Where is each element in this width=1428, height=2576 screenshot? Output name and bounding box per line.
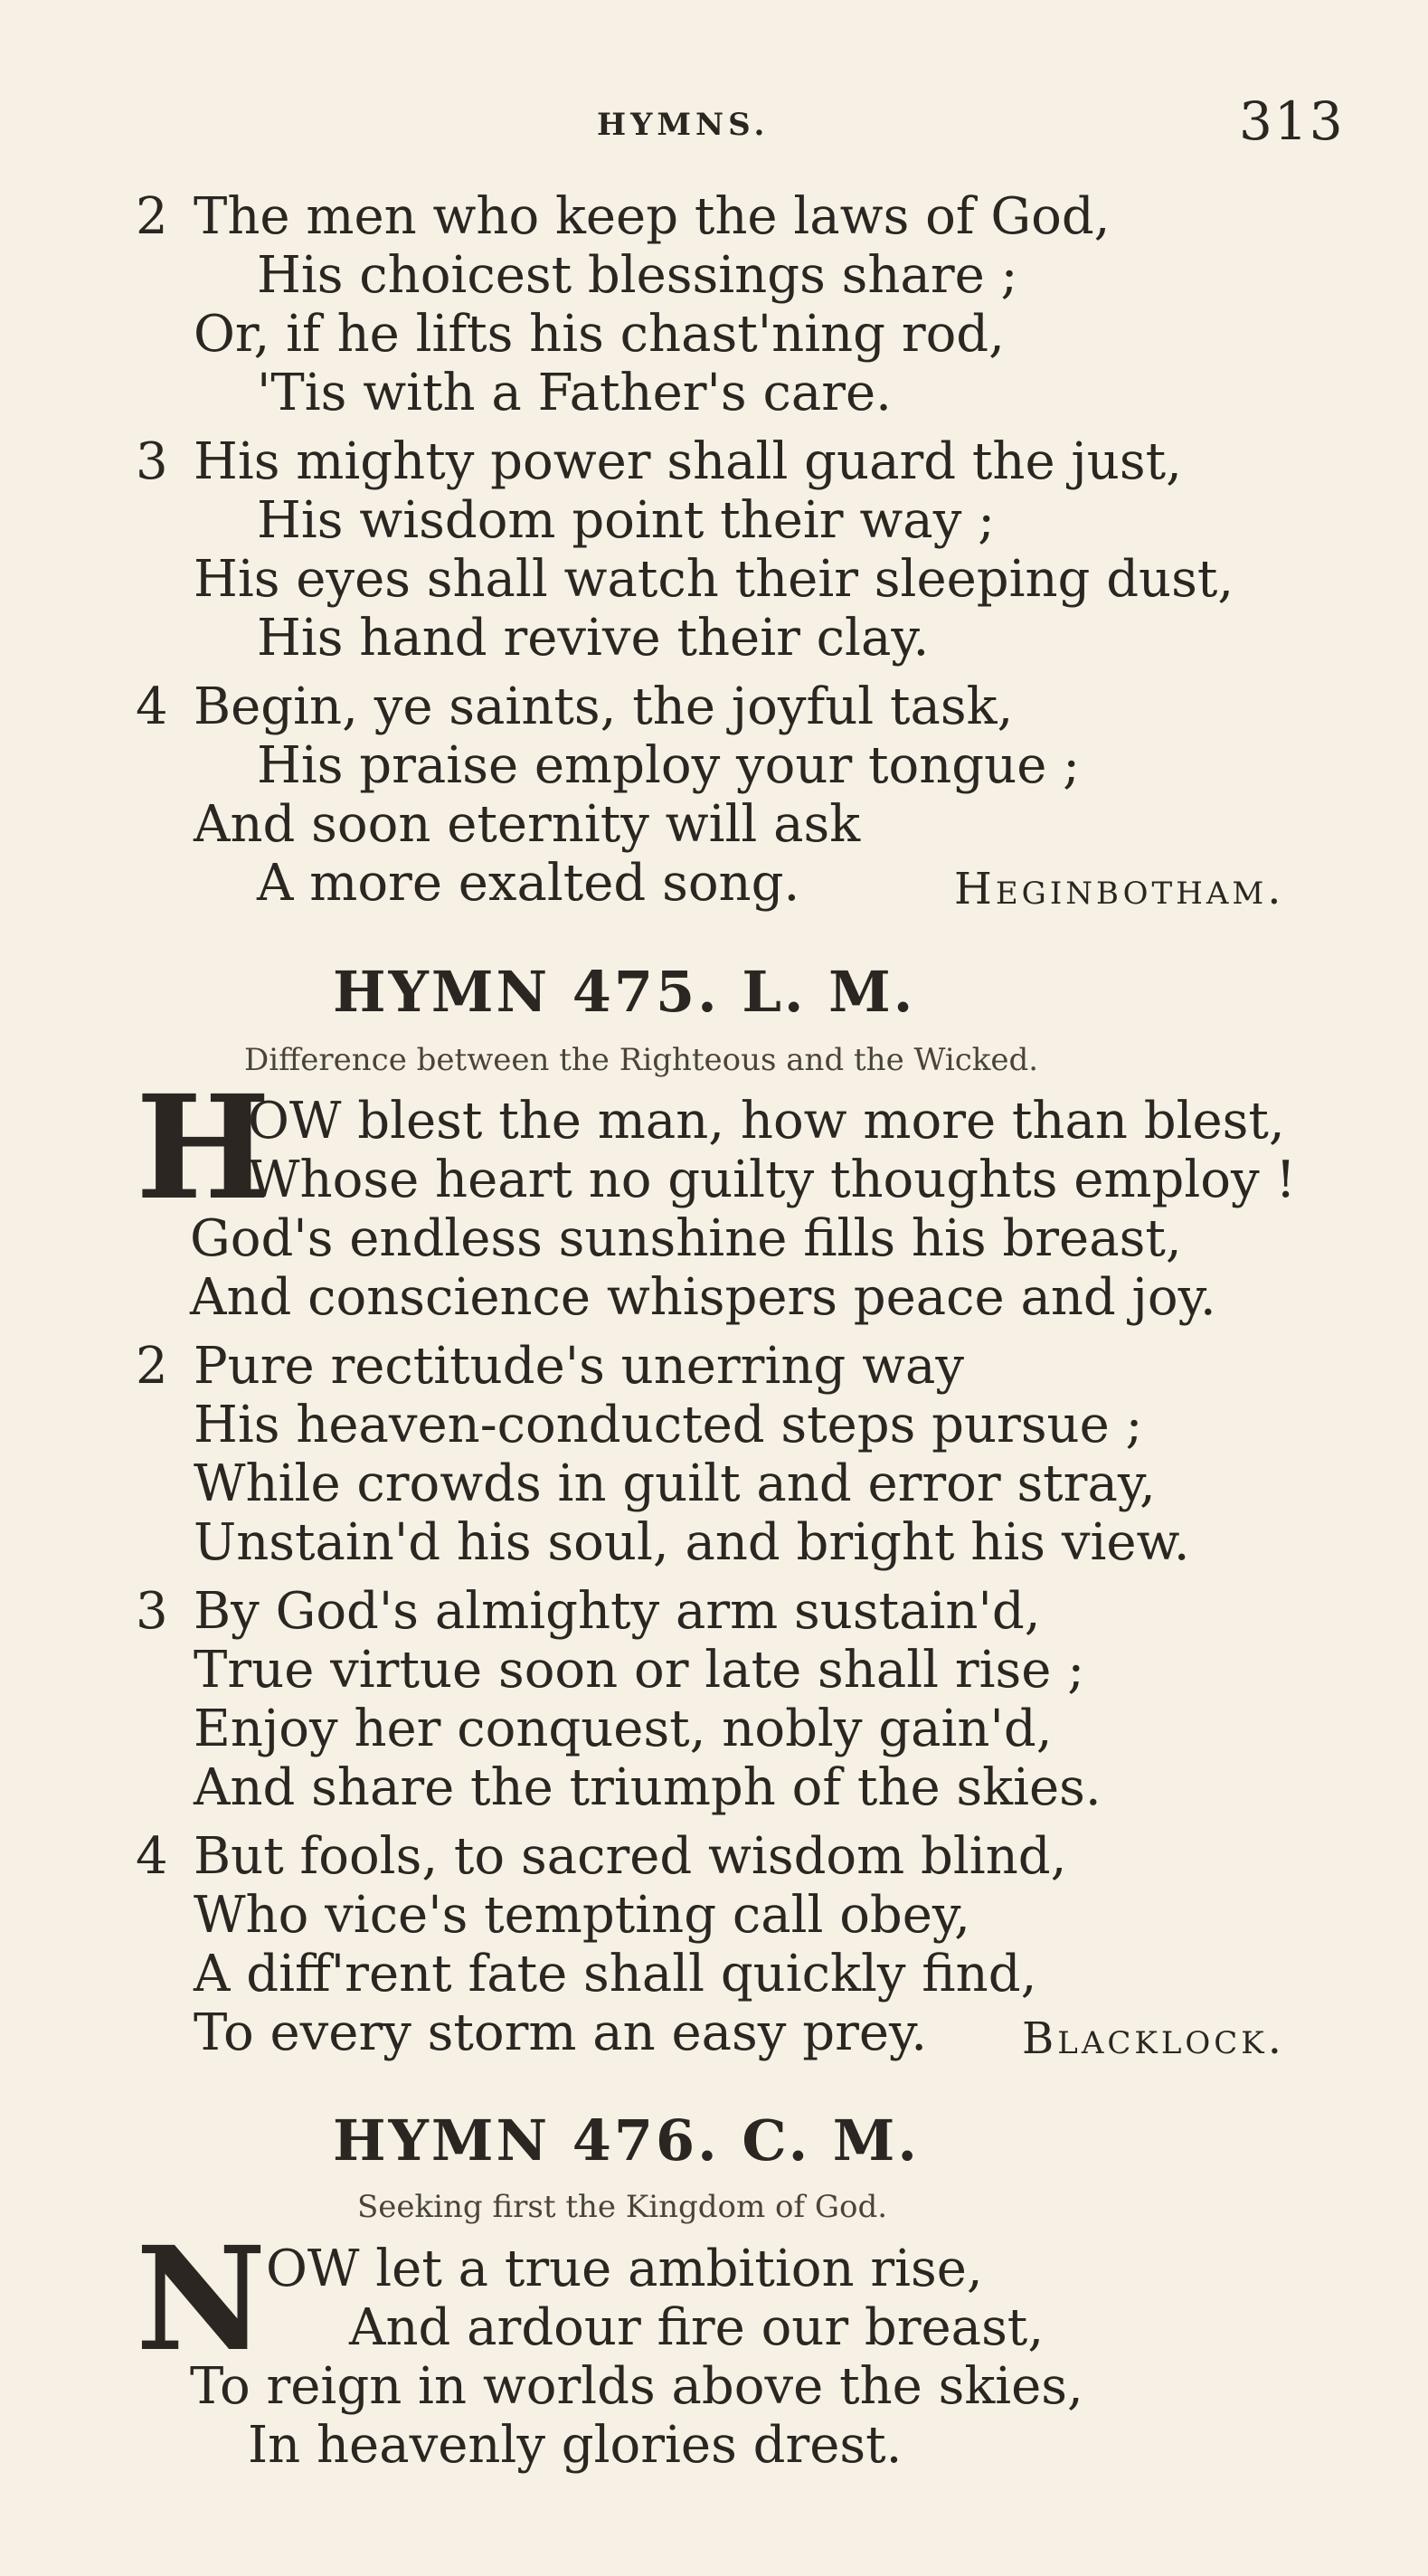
- verse-line: And conscience whispers peace and joy.: [190, 1268, 1216, 1327]
- page-number: 313: [1239, 90, 1345, 152]
- verse-line: His eyes shall watch their sleeping dust,: [194, 550, 1234, 609]
- verse-line: His praise employ your tongue ;: [257, 736, 1081, 795]
- hymn-title: HYMN 475. L. M.: [333, 959, 916, 1025]
- stanza-number: 4: [136, 677, 168, 736]
- verse-line: Unstain'd his soul, and bright his view.: [194, 1513, 1190, 1572]
- verse-line: True virtue soon or late shall rise ;: [194, 1641, 1085, 1700]
- verse-line: A more exalted song.: [257, 854, 800, 913]
- verse-line: His choicest blessings share ;: [257, 246, 1018, 305]
- verse-line: But fools, to sacred wisdom blind,: [194, 1827, 1067, 1886]
- stanza-number: 2: [136, 187, 168, 246]
- running-header: HYMNS.: [597, 107, 770, 143]
- verse-line: His heaven-conducted steps pursue ;: [194, 1396, 1143, 1454]
- hymn-subtitle: Seeking first the Kingdom of God.: [357, 2189, 888, 2225]
- stanza-number: 2: [136, 1337, 168, 1396]
- verse-line: While crowds in guilt and error stray,: [194, 1454, 1156, 1513]
- stanza-number: 3: [136, 432, 168, 491]
- verse-line: His hand revive their clay.: [257, 609, 930, 668]
- verse-line: Enjoy her conquest, nobly gain'd,: [194, 1700, 1053, 1758]
- verse-line: The men who keep the laws of God,: [194, 187, 1111, 246]
- verse-line: Whose heart no guilty thoughts employ !: [248, 1151, 1296, 1209]
- verse-line: OW let a true ambition rise,: [266, 2240, 983, 2298]
- verse-line: Pure rectitude's unerring way: [194, 1337, 965, 1396]
- verse-line: And ardour fire our breast,: [349, 2298, 1045, 2357]
- hymn-subtitle: Difference between the Righteous and the Wicked.: [244, 1042, 1039, 1078]
- verse-line: A diff'rent fate shall quickly find,: [194, 1945, 1037, 2003]
- verse-line: God's endless sunshine fills his breast,: [190, 1209, 1182, 1268]
- verse-line: His mighty power shall guard the just,: [194, 432, 1182, 491]
- author-attribution: Heginbotham.: [954, 864, 1285, 914]
- verse-line: And soon eternity will ask: [194, 795, 861, 854]
- verse-line: To reign in worlds above the skies,: [190, 2357, 1083, 2416]
- verse-line: OW blest the man, how more than blest,: [248, 1092, 1285, 1151]
- verse-line: By God's almighty arm sustain'd,: [194, 1582, 1041, 1641]
- stanza-number: 3: [136, 1582, 168, 1641]
- drop-cap: H: [136, 1065, 271, 1232]
- stanza-number: 4: [136, 1827, 168, 1886]
- hymn-title: HYMN 476. C. M.: [333, 2107, 920, 2174]
- verse-line: 'Tis with a Father's care.: [257, 364, 892, 422]
- verse-line: To every storm an easy prey.: [194, 2003, 927, 2062]
- author-attribution: Blacklock.: [1022, 2013, 1285, 2064]
- verse-line: Begin, ye saints, the joyful task,: [194, 677, 1014, 736]
- verse-line: Or, if he lifts his chast'ning rod,: [194, 305, 1005, 364]
- verse-line: His wisdom point their way ;: [257, 491, 995, 550]
- drop-cap: N: [136, 2216, 267, 2383]
- verse-line: Who vice's tempting call obey,: [194, 1886, 970, 1945]
- verse-line: In heavenly glories drest.: [248, 2416, 903, 2475]
- verse-line: And share the triumph of the skies.: [194, 1758, 1102, 1817]
